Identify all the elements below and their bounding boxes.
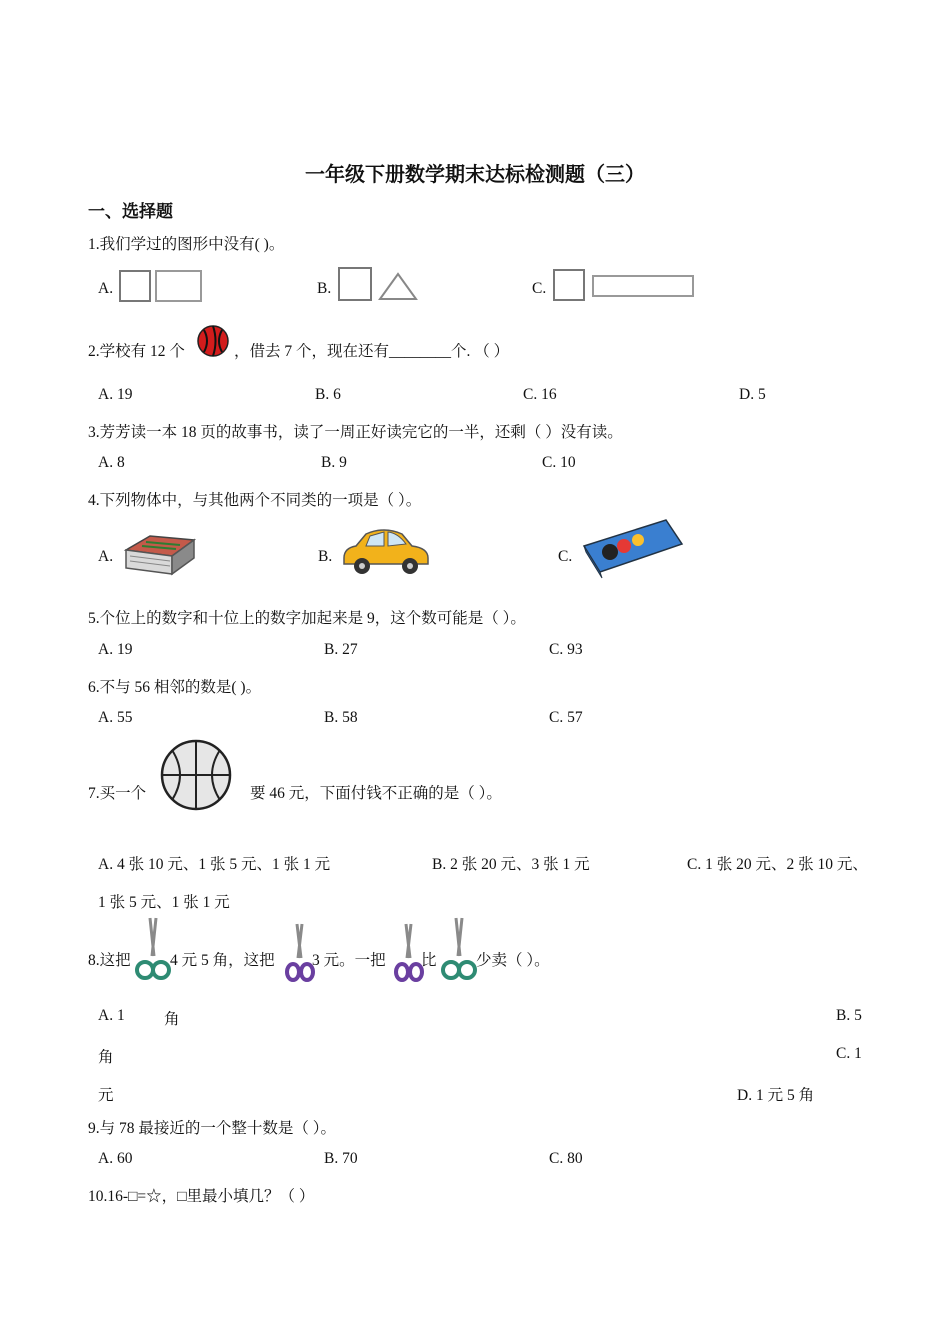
page-title: 一年级下册数学期末达标检测题（三） [305,164,645,186]
q6-option-a: A. 55 [98,709,133,726]
q2-stem-end: ，借去 7 个，现在还有________个. （ ） [234,343,510,360]
q6-stem: 6.不与 56 相邻的数是( )。 [88,679,262,696]
q4-option-a: A. [98,548,114,565]
q9-stem: 9.与 78 最接近的一个整十数是（ ）。 [88,1120,337,1137]
q9-option-c: C. 80 [549,1150,583,1167]
basketball-icon [158,738,234,812]
q10-stem: 10.16-□=☆，□里最小填几？（ ） [88,1188,315,1205]
square-rectangle-icon [118,268,204,304]
q8-stem-5: 少卖（ ）。 [476,952,550,969]
toy-car-icon [338,524,434,576]
q4-option-b: B. [318,548,333,565]
book-icon [120,528,198,580]
q7-option-b: B. 2 张 20 元、3 张 1 元 [432,856,590,873]
q2-option-d: D. 5 [739,386,766,403]
q9-option-b: B. 70 [324,1150,358,1167]
square-triangle-icon [336,264,422,304]
q8-option-b: B. 5 [836,1007,862,1024]
q7-option-c: C. 1 张 20 元、2 张 10 元、 [687,856,868,873]
q2-option-a: A. 19 [98,386,133,403]
red-ball-icon [196,324,230,358]
pencil-case-icon [580,516,686,580]
q1-option-c: C. [532,280,547,297]
q3-option-b: B. 9 [321,454,347,471]
q8-option-d: D. 1 元 5 角 [737,1087,815,1104]
q8-option-c: C. 1 [836,1045,862,1062]
q5-option-a: A. 19 [98,641,133,658]
q8-stem-2: 4 元 5 角，这把 [170,952,275,969]
q2-option-b: B. 6 [315,386,341,403]
q5-option-b: B. 27 [324,641,358,658]
q8-stem-4: 比 [421,952,437,969]
q8-option-b-unit: 角 [98,1049,114,1066]
q1-option-b: B. [317,280,332,297]
q1-option-a: A. [98,280,114,297]
q8-stem-1: 8.这把 [88,952,131,969]
section-heading: 一、选择题 [88,202,173,221]
q5-stem: 5.个位上的数字和十位上的数字加起来是 9，这个数可能是（ ）。 [88,610,526,627]
q8-stem-3: 3 元。一把 [312,952,386,969]
q6-option-c: C. 57 [549,709,583,726]
q1-stem: 1.我们学过的图形中没有( )。 [88,236,285,253]
q7-option-c-cont: 1 张 5 元、1 张 1 元 [98,894,230,911]
q2-option-c: C. 16 [523,386,557,403]
q7-stem-end: 要 46 元，下面付钱不正确的是（ ）。 [250,785,502,802]
q3-stem: 3.芳芳读一本 18 页的故事书，读了一周正好读完它的一半，还剩（ ）没有读。 [88,424,623,441]
q3-option-a: A. 8 [98,454,125,471]
q7-option-a: A. 4 张 10 元、1 张 5 元、1 张 1 元 [98,856,331,873]
q7-stem-start: 7.买一个 [88,785,147,802]
q8-option-a: A. 1 [98,1007,125,1024]
green-scissors-icon [134,916,172,986]
q8-option-c-unit: 元 [98,1087,114,1104]
q8-option-a-unit: 角 [164,1011,180,1028]
q3-option-c: C. 10 [542,454,576,471]
q9-option-a: A. 60 [98,1150,133,1167]
q4-option-c: C. [558,548,573,565]
q4-stem: 4.下列物体中，与其他两个不同类的一项是（ ）。 [88,492,422,509]
square-long-rectangle-icon [551,266,697,304]
q2-stem-start: 2.学校有 12 个 [88,343,185,360]
q6-option-b: B. 58 [324,709,358,726]
q5-option-c: C. 93 [549,641,583,658]
green-scissors-icon [440,916,478,986]
